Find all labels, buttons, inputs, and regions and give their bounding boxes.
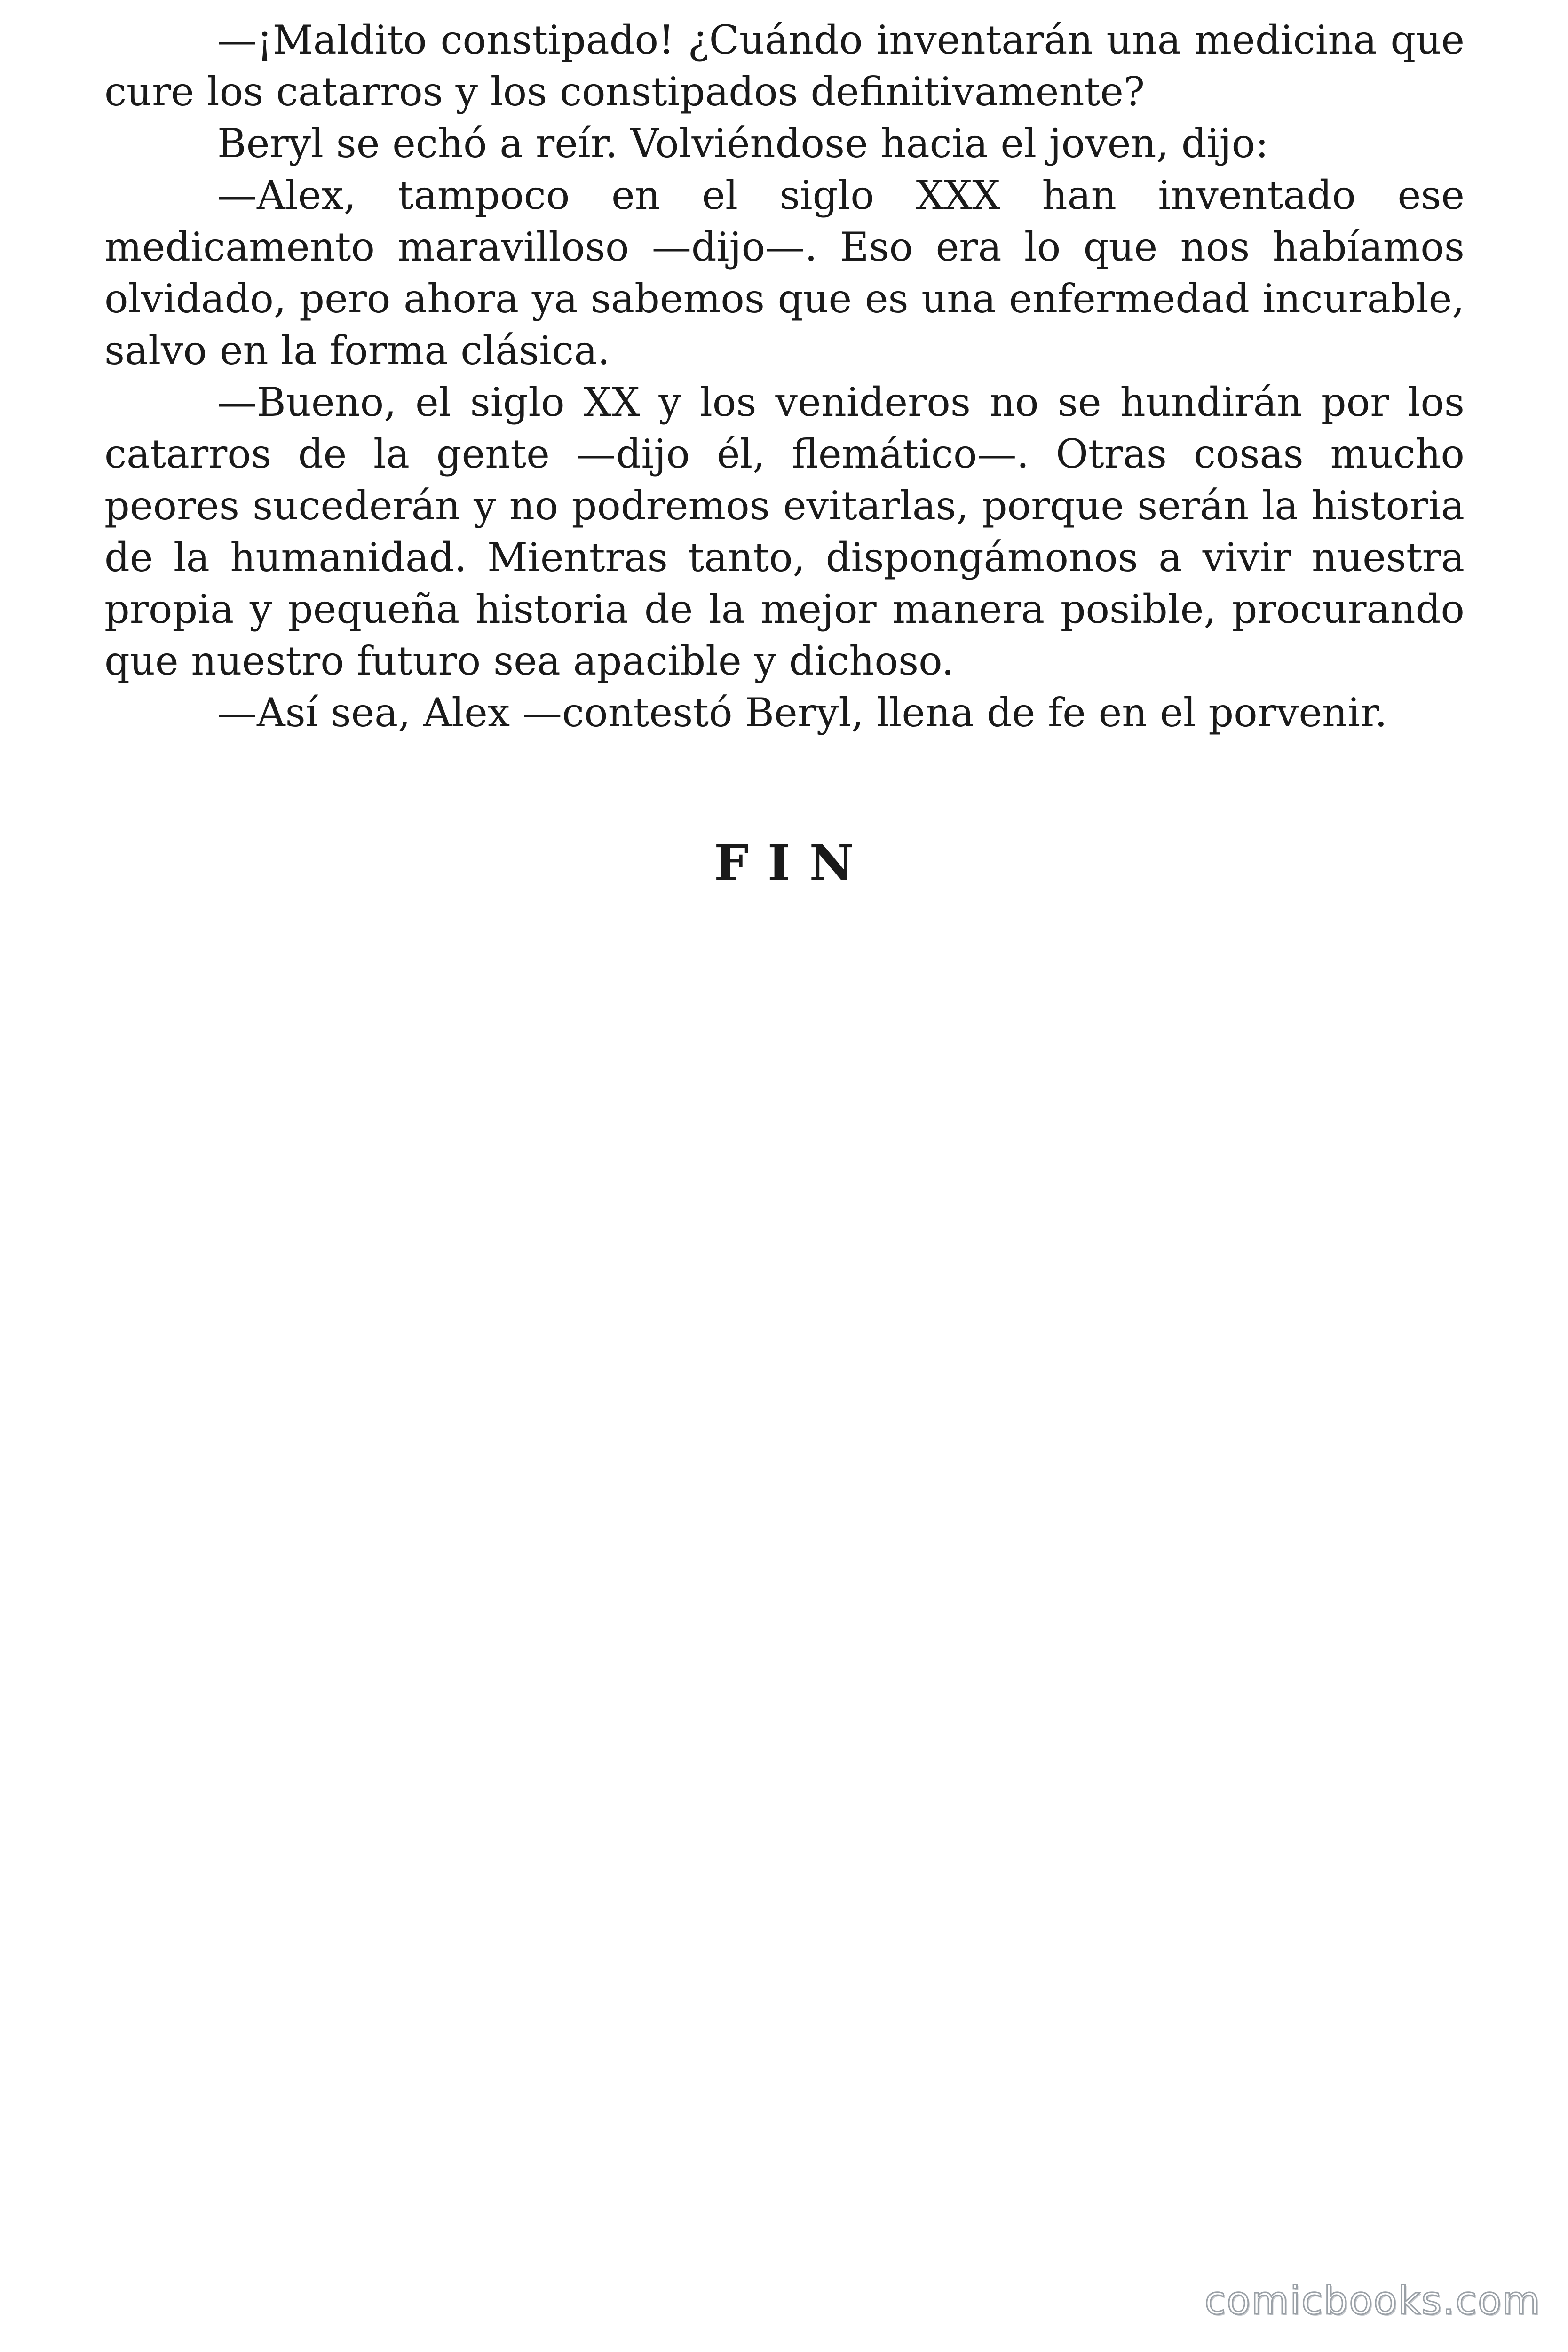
page-body bbox=[104, 14, 1465, 739]
watermark: comicbooks.com bbox=[1204, 2279, 1541, 2323]
paragraph-1: —¡Maldito constipado! ¿Cuándo inventarán una medicina que cure los catarros y los constipados definitivamente? bbox=[104, 17, 1465, 115]
paragraph-3: —Alex, tampoco en el siglo XXX han inventado ese medicamento maravilloso —dijo—. Eso era lo que nos habíamos olvidado, pero ahora ya sabemos que es una enfermedad incurable, salvo en la forma clásica. bbox=[104, 172, 1465, 373]
end-mark: FIN bbox=[714, 834, 873, 892]
paragraph-4: —Bueno, el siglo XX y los venideros no se hundirán por los catarros de la gente —dijo él, flemático—. Otras cosas mucho peores sucederán y no podremos evitarlas, porque serán la historia de la humanidad. Mientras tanto, dispongámonos a vivir nuestra propia y pequeña historia de la mejor manera posible, procurando que nuestro futuro sea apacible y dichoso. bbox=[104, 379, 1465, 684]
paragraph-2: Beryl se echó a reír. Volviéndose hacia el joven, dijo: bbox=[217, 120, 1269, 167]
paragraph-5: —Así sea, Alex —contestó Beryl, llena de fe en el porvenir. bbox=[217, 690, 1387, 736]
